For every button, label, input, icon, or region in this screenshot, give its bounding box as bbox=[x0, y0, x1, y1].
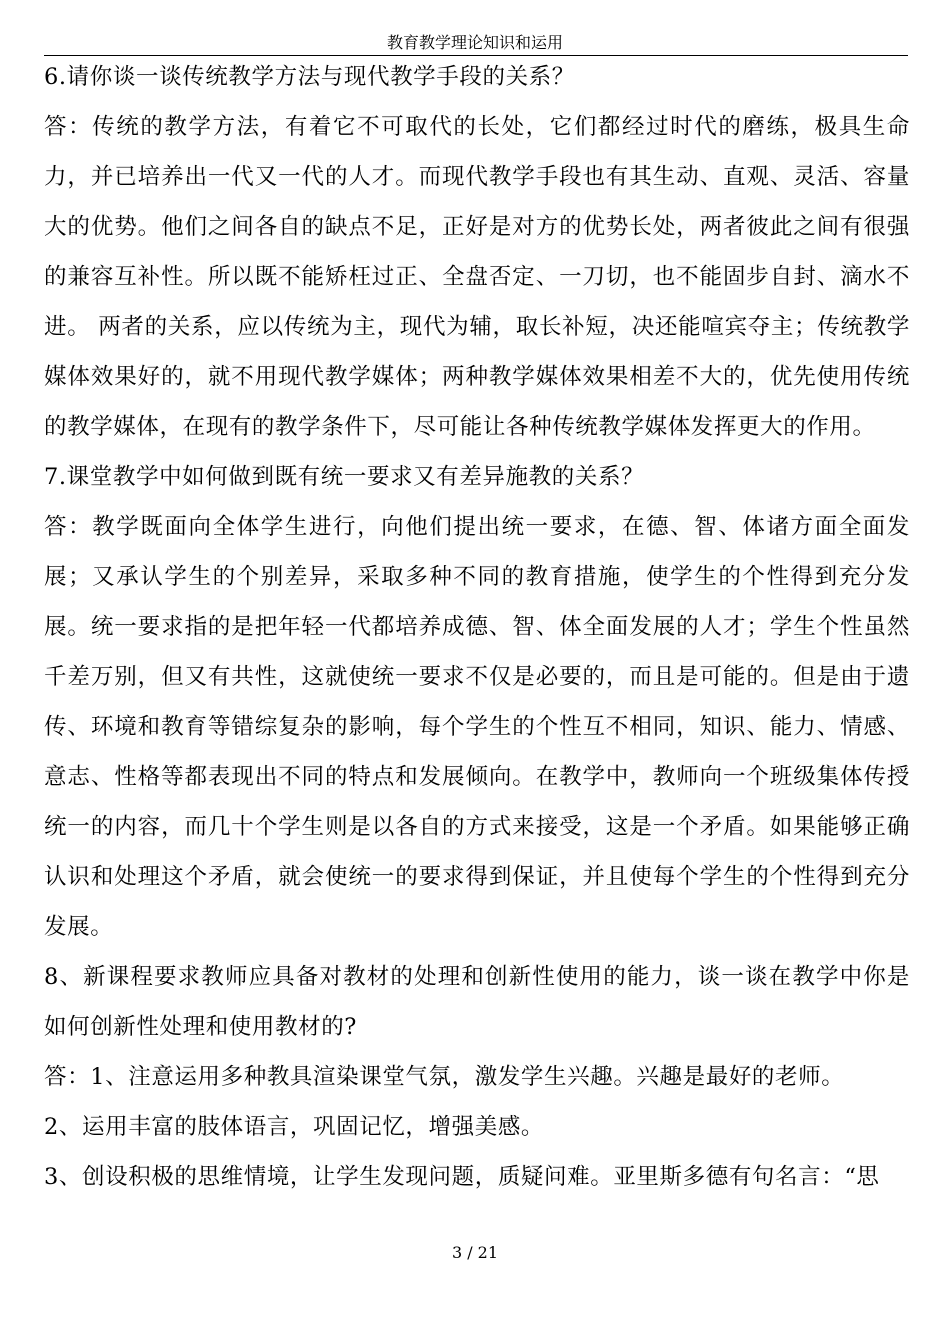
answer-8-point-3: 3、创设积极的思维情境，让学生发现问题，质疑问难。亚里斯多德有句名言：“思 bbox=[44, 1164, 880, 1190]
answer-8-point-2: 2、运用丰富的肢体语言，巩固记忆，增强美感。 bbox=[44, 1114, 545, 1140]
question-6: 6.请你谈一谈传统教学方法与现代教学手段的关系？ bbox=[44, 64, 575, 90]
document-body bbox=[44, 52, 910, 1202]
answer-8-point-1: 答：1、注意运用多种教具渲染课堂气氛，激发学生兴趣。兴趣是最好的老师。 bbox=[44, 1064, 845, 1090]
answer-6: 答：传统的教学方法，有着它不可取代的长处，它们都经过时代的磨练，极具生命力，并已培养出一代又一代的人才。而现代教学手段也有其生动、直观、灵活、容量大的优势。他们之间各自的缺点不足，正好是对方的优势长处，两者彼此之间有很强的兼容互补性。所以既不能矫枉过正、全盘否定、一刀切，也不能固步自封、滴水不进。 两者的关系，应以传统为主，现代为辅，取长补短，决还能喧宾夺主；传统教学媒体效果好的，就不用现代教学媒体；两种教学媒体效果相差不大的，优先使用传统的教学媒体，在现有的教学条件下，尽可能让各种传统教学媒体发挥更大的作用。 bbox=[44, 114, 910, 440]
question-7: 7.课堂教学中如何做到既有统一要求又有差异施教的关系？ bbox=[44, 464, 645, 490]
question-8: 8、新课程要求教师应具备对教材的处理和创新性使用的能力，谈一谈在教学中你是如何创新性处理和使用教材的? bbox=[44, 964, 910, 1040]
answer-7: 答：教学既面向全体学生进行，向他们提出统一要求，在德、智、体诸方面全面发展；又承认学生的个别差异，采取多种不同的教育措施，使学生的个性得到充分发展。统一要求指的是把年轻一代都培养成德、智、体全面发展的人才；学生个性虽然千差万别，但又有共性，这就使统一要求不仅是必要的，而且是可能的。但是由于遗传、环境和教育等错综复杂的影响，每个学生的个性互不相同，知识、能力、情感、意志、性格等都表现出不同的特点和发展倾向。在教学中，教师向一个班级集体传授统一的内容，而几十个学生则是以各自的方式来接受，这是一个矛盾。如果能够正确认识和处理这个矛盾，就会使统一的要求得到保证，并且使每个学生的个性得到充分发展。 bbox=[44, 514, 910, 940]
page-number: 3 / 21 bbox=[451, 1243, 499, 1262]
page-header: 教育教学理论知识和运用 bbox=[386, 33, 563, 52]
